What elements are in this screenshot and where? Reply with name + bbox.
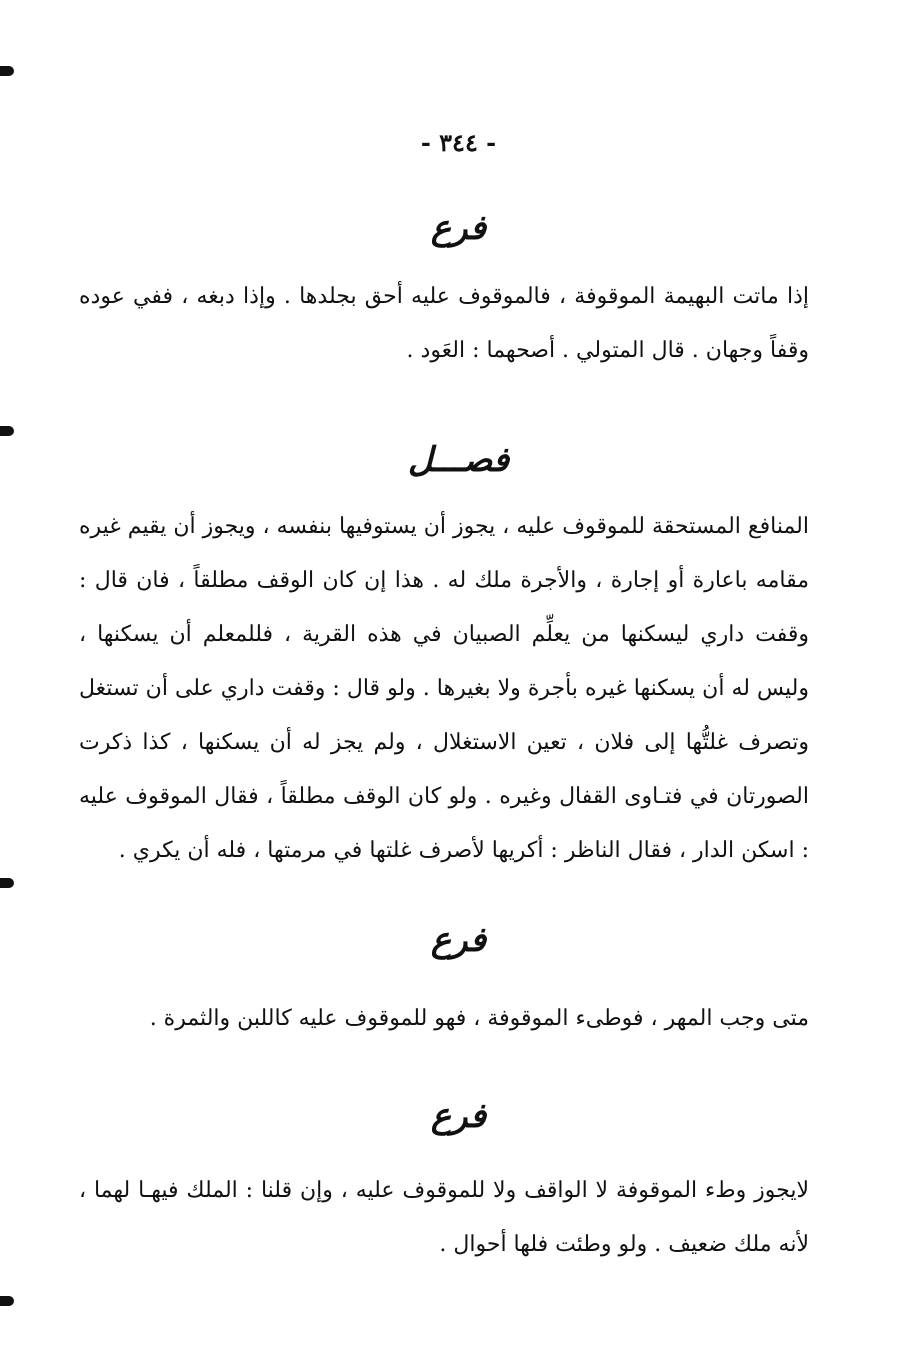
binding-mark	[0, 1296, 14, 1306]
binding-mark	[0, 66, 14, 76]
section-paragraph: المنافع المستحقة للموقوف عليه ، يجوز أن يستوفيها بنفسه ، ويجوز أن يقيم غيره مقامه باعارة أو إجارة ، والأجرة ملك له . هذا إن كان الوقف مطلقاً ، فان قال : وقفت داري ليسكنها من يعلِّم الصبيان في هذه القرية ، فللمعلم أن يسكنها ، وليس له أن يسكنها غيره بأجرة ولا بغيرها . ولو قال : وقفت داري على أن تستغل وتصرف غلتُّها إلى فلان ، تعين الاستغلال ، ولم يجز له أن يسكنها ، كذا ذكرت الصورتان في فتـاوى القفال وغيره . ولو كان الوقف مطلقاً ، فقال الموقوف عليه : اسكن الدار ، فقال الناظر : أكريها لأصرف غلتها في مرمتها ، فله أن يكري .	[79, 514, 809, 863]
section-paragraph: إذا ماتت البهيمة الموقوفة ، فالموقوف عليه أحق بجلدها . وإذا دبغه ، ففي عوده وقفاً وجهان . قال المتولي . أصحهما : العَود .	[79, 284, 809, 363]
section-heading: فرع	[430, 920, 487, 960]
section-paragraph: لايجوز وطء الموقوفة لا الواقف ولا للموقوف عليه ، وإن قلنا : الملك فيهـا لهما ، لأنه ملك ضعيف . ولو وطئت فلها أحوال .	[79, 1178, 809, 1257]
section-heading: فرع	[430, 1096, 487, 1136]
section-heading: فرع	[430, 208, 487, 248]
page-number: - ٣٤٤ -	[420, 128, 497, 157]
section-heading: فصـــل	[407, 440, 510, 480]
binding-mark	[0, 426, 14, 436]
section-paragraph: متى وجب المهر ، فوطىء الموقوفة ، فهو للموقوف عليه كاللبن والثمرة .	[149, 1006, 809, 1031]
binding-mark	[0, 878, 14, 888]
